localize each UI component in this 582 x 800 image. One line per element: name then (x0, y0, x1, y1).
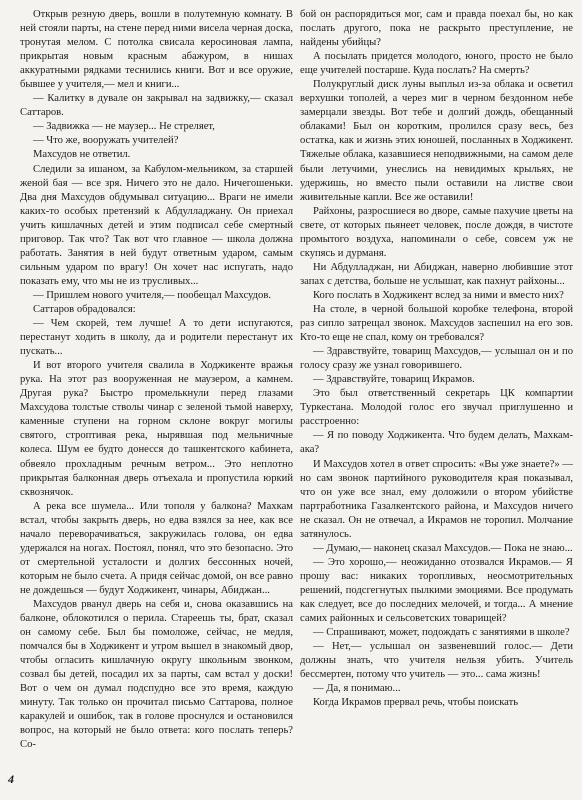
paragraph: И Махсудов хотел в ответ спросить: «Вы уже знаете?» — но сам звонок партийного руководителя края показывал, что он уже все знал, ему доложили о втором убийстве партработника Газалкентского района, и Махсудов ничего не сказал. Он не отвечал, а Икрамов не торопил. Молчание затянулось. (300, 458, 573, 540)
page-number: 4 (8, 772, 14, 786)
paragraph: Когда Икрамов прервал речь, чтобы поискать (313, 697, 519, 709)
paragraph: — Что же, вооружать учителей? (33, 135, 179, 147)
paragraph: — Здравствуйте, товарищ Икрамов. (313, 374, 475, 386)
paragraph: — Задвижка — не маузер... Не стреляет, (33, 121, 215, 133)
paragraph: Полукруглый диск луны выплыл из-за облака и осветил верхушки тополей, а через миг в черном бездонном небе замерцали звезды. Вот тебе и долгий дождь, обещанный облаками! Был он коротким, пролился сразу весь, без остатка, как и жизнь этих юношей, посланных в Ходжикент. Тяжелые облака, казавшиеся неподвижными, на самом деле были летучими, унеслись на невидимых крыльях, не удержишь, но вместо пыли оставили на листве свои живительные капли. Все же оставили! (300, 79, 573, 203)
paragraph: — Пришлем нового учителя,— пообещал Махсудов. (33, 289, 271, 301)
paragraph: Махсудов не ответил. (33, 149, 131, 161)
right-text-column (300, 8, 573, 788)
paragraph: — Это хорошо,— неожиданно отозвался Икрамов.— Я прошу вас: никаких торопливых, неосмотрительных решений, подсгегнутых пылкими эмоциями. Все продумать как следует, все до последних мелочей, и тогда... А мнение самих районных и сельсоветских товарищей? (300, 556, 573, 625)
paragraph: Ни Абдулладжан, ни Абиджан, наверно любившие этот запах с детства, больше не услышат, как пахнут райхоны... (300, 261, 573, 287)
paragraph: — Я по поводу Ходжикента. Что будем делать, Махкам-ака? (300, 430, 573, 456)
left-text-column (20, 8, 293, 788)
paragraph: Райхоны, разросшиеся во дворе, самые пахучие цветы на свете, от которых пьянеет человек, после дождя, в чистоте промытого воздуха, напоминали о себе, совсем уж не скупясь и дурманя. (300, 205, 573, 259)
paragraph: — Калитку в дувале он закрывал на задвижку,— сказал Саттаров. (20, 93, 293, 119)
paragraph: — Спрашивают, может, подождать с занятиями в школе? (313, 627, 570, 639)
paragraph: — Нет,— услышал он зазвеневший голос.— Дети должны знать, что учителя нельзя убить. Учитель бессмертен, потому что учитель — это... сама жизнь! (300, 641, 573, 681)
paragraph: — Чем скорей, тем лучше! А то дети испугаются, перестанут ходить в школу, да и родители перестанут их пускать... (20, 318, 293, 358)
paragraph: — Думаю,— наконец сказал Махсудов.— Пока не знаю... (313, 542, 573, 554)
paragraph: — Здравствуйте, товарищ Махсудов,— услышал он и по голосу сразу же узнал говорившего. (300, 346, 573, 372)
paragraph: Открыв резную дверь, вошли в полутемную комнату. В ней стояли парты, на стене перед ними висела черная доска, тронутая мелом. С потолка свисала керосиновая лампа, прикрытая новым красным абажуром, в нишах аккуратными рядками теснились книги. Вот и все оружие, бывшее у учителя,— мел и книги... (20, 9, 293, 91)
paragraph: Махсудов рванул дверь на себя и, снова оказавшись на балконе, облокотился о перила. Стареешь ты, брат, сказал он самому себе. Был бы помоложе, сейчас, не медля, помчался бы в Ходжикент и утром вышел в знакомый двор, чтобы огласить кишлачную округу школьным звонком, созвал бы детей, посадил их за парты, сам встал у доски! Вот о чем он думал подспудно все это время, каждую минуту. Так только он прочитал письмо Саттарова, полное каракулей и ошибок, так в голове проснулся и остановился вопрос, на который не было ответа: кого послать теперь? Со- (20, 598, 293, 751)
paragraph: На столе, в черной большой коробке телефона, второй раз сипло затрещал звонок. Махсудов заспешил на его зов. Кто-то еще не спал, кому он требовался? (300, 303, 573, 344)
paragraph: Это был ответственный секретарь ЦК компартии Туркестана. Молодой голос его звучал приглушенно и расстроенно: (300, 388, 573, 428)
paragraph: — Да, я понимаю... (313, 683, 401, 695)
paragraph: Саттаров обрадовался: (33, 303, 136, 315)
paragraph: бой он распорядиться мог, сам и правда поехал бы, но как послать другого, пока не раскрыто преступление, не найдены убийцы? (300, 9, 573, 49)
paragraph: Кого послать в Ходжикент вслед за ними и вместо них? (313, 289, 564, 301)
paragraph: А посылать придется молодого, юного, просто не было еще учителей постарше. Куда послать? На смерть? (300, 51, 573, 77)
paragraph: Следили за ишаном, за Кабулом-мельником, за старшей женой бая — все зря. Ничего это не дало. Ничегошеньки. Два дня Махсудов обдумывал ситуацию... Враги не имели каких-то особых претензий к Абдулладжану. Он приехал учить кишлачных детей и этим подписал себе смертный приговор. Так что? Так вот что главное — школа должна работать. Занятия в ней будут ответным ударом, самым сильным ударом по врагу! Он хочет нас испугать, надо показать ему, что мы не из трусливых... (20, 163, 293, 287)
paragraph: И вот второго учителя свалила в Ходжикенте вражья рука. На этот раз вооруженная не маузером, а камнем. Другая рука? Быстро промелькнули перед глазами Махсудова толстые стволы чинар с зеленой тьмой наверху, каменные ступени на горном склоне вокруг могилы святого, строптивая река, нырявшая под мельничные колеса. Шум ее будто донесся до ташкентского кабинета, обвеяло прохладным речным ветром... Это неплотно прикрытая балконная дверь отъехала и пропустила юркий сквознячок. (20, 360, 293, 498)
paragraph: А река все шумела... Или тополя у балкона? Махкам встал, чтобы закрыть дверь, но едва взялся за нее, как все начало переворачиваться, закружилась голова, он едва удержался на ногах. Постоял, понял, что это безопасно. Это от смертельной усталости и долгих бессонных ночей, которым не было счета. А придя сейчас домой, он все равно не дождешься — будут Ходжикент, чинары, Абиджан... (20, 500, 293, 596)
